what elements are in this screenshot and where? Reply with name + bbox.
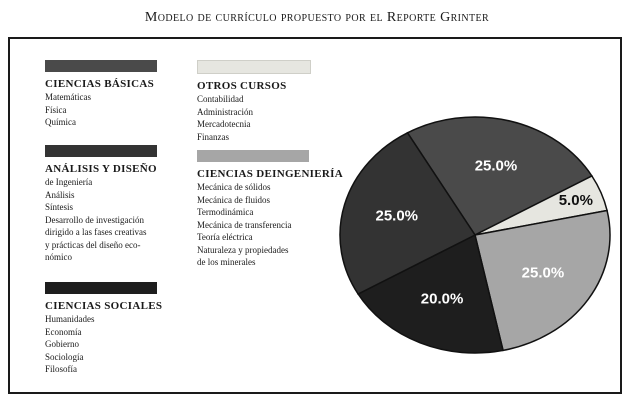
legend-group-analisis-diseno <box>45 145 157 264</box>
legend-items-ciencias-basicas <box>45 91 157 129</box>
legend-item: Matemáticas <box>45 92 91 102</box>
legend-group-ciencias-sociales <box>45 282 162 376</box>
legend-item: y prácticas del diseño eco- <box>45 239 141 250</box>
legend-item: dirigido a las fases creativas <box>45 227 147 237</box>
pie-slices <box>340 117 610 353</box>
legend-item: Termodinámica <box>197 207 254 217</box>
legend-item: Análisis <box>45 189 75 200</box>
legend-swatch-ciencias-sociales <box>45 282 157 294</box>
legend-swatch-otros-cursos <box>197 60 311 74</box>
legend-item: Síntesis <box>45 202 74 212</box>
legend-title-otros-cursos: OTROS CURSOS <box>197 80 287 92</box>
legend-swatch-ciencias-basicas <box>45 60 157 72</box>
legend-item: Química <box>45 117 76 127</box>
pie-data-label: 5.0% <box>558 192 593 210</box>
legend-item: Administración <box>197 106 253 117</box>
legend-title-ciencias-sociales: CIENCIAS SOCIALES <box>45 300 163 312</box>
legend-items-ciencias-ingenieria <box>197 181 343 269</box>
legend-item: Gobierno <box>45 339 79 349</box>
legend-item: de los minerales <box>197 257 256 267</box>
pie-data-label: 25.0% <box>521 264 565 282</box>
legend-title-analisis-diseno: ANÁLISIS Y DISEÑO <box>45 163 157 175</box>
legend-item: Física <box>45 104 67 115</box>
legend-item: Teoría eléctrica <box>197 232 253 242</box>
legend-group-ciencias-ingenieria <box>197 150 343 269</box>
legend-items-analisis-diseno <box>45 176 157 264</box>
legend-group-otros-cursos <box>197 60 311 143</box>
legend-swatch-ciencias-ingenieria <box>197 150 309 162</box>
legend-item: Contabilidad <box>197 94 244 104</box>
legend-item: Naturaleza y propiedades <box>197 244 289 255</box>
pie-chart <box>330 110 620 360</box>
legend-item: Sociología <box>45 351 84 362</box>
legend-item: Filosofía <box>45 364 78 374</box>
legend-item: Desarrollo de investigación <box>45 214 144 225</box>
legend-item: Mecánica de fluidos <box>197 194 270 205</box>
legend-items-ciencias-sociales <box>45 313 162 376</box>
legend-item: Mecánica de transferencia <box>197 219 292 230</box>
legend-items-otros-cursos <box>197 93 311 143</box>
legend-group-ciencias-basicas <box>45 60 157 129</box>
legend-title-ciencias-basicas: CIENCIAS BÁSICAS <box>45 78 155 90</box>
legend-item: Mecánica de sólidos <box>197 182 271 192</box>
legend-swatch-analisis-diseno <box>45 145 157 157</box>
legend-title-ciencias-ingenieria: CIENCIAS DEINGENIERÍA <box>197 168 343 180</box>
legend-item: de Ingeniería <box>45 177 93 187</box>
pie-data-label: 20.0% <box>420 290 464 308</box>
chart-title: Modelo de currículo propuesto por el Reporte Grinter <box>144 10 490 25</box>
legend-item: nómico <box>45 252 72 262</box>
legend-item: Economía <box>45 326 82 337</box>
legend-item: Humanidades <box>45 314 95 324</box>
pie-data-label: 25.0% <box>474 157 518 175</box>
pie-data-label: 25.0% <box>375 207 419 225</box>
legend-item: Finanzas <box>197 131 229 142</box>
legend-item: Mercadotecnia <box>197 119 251 129</box>
